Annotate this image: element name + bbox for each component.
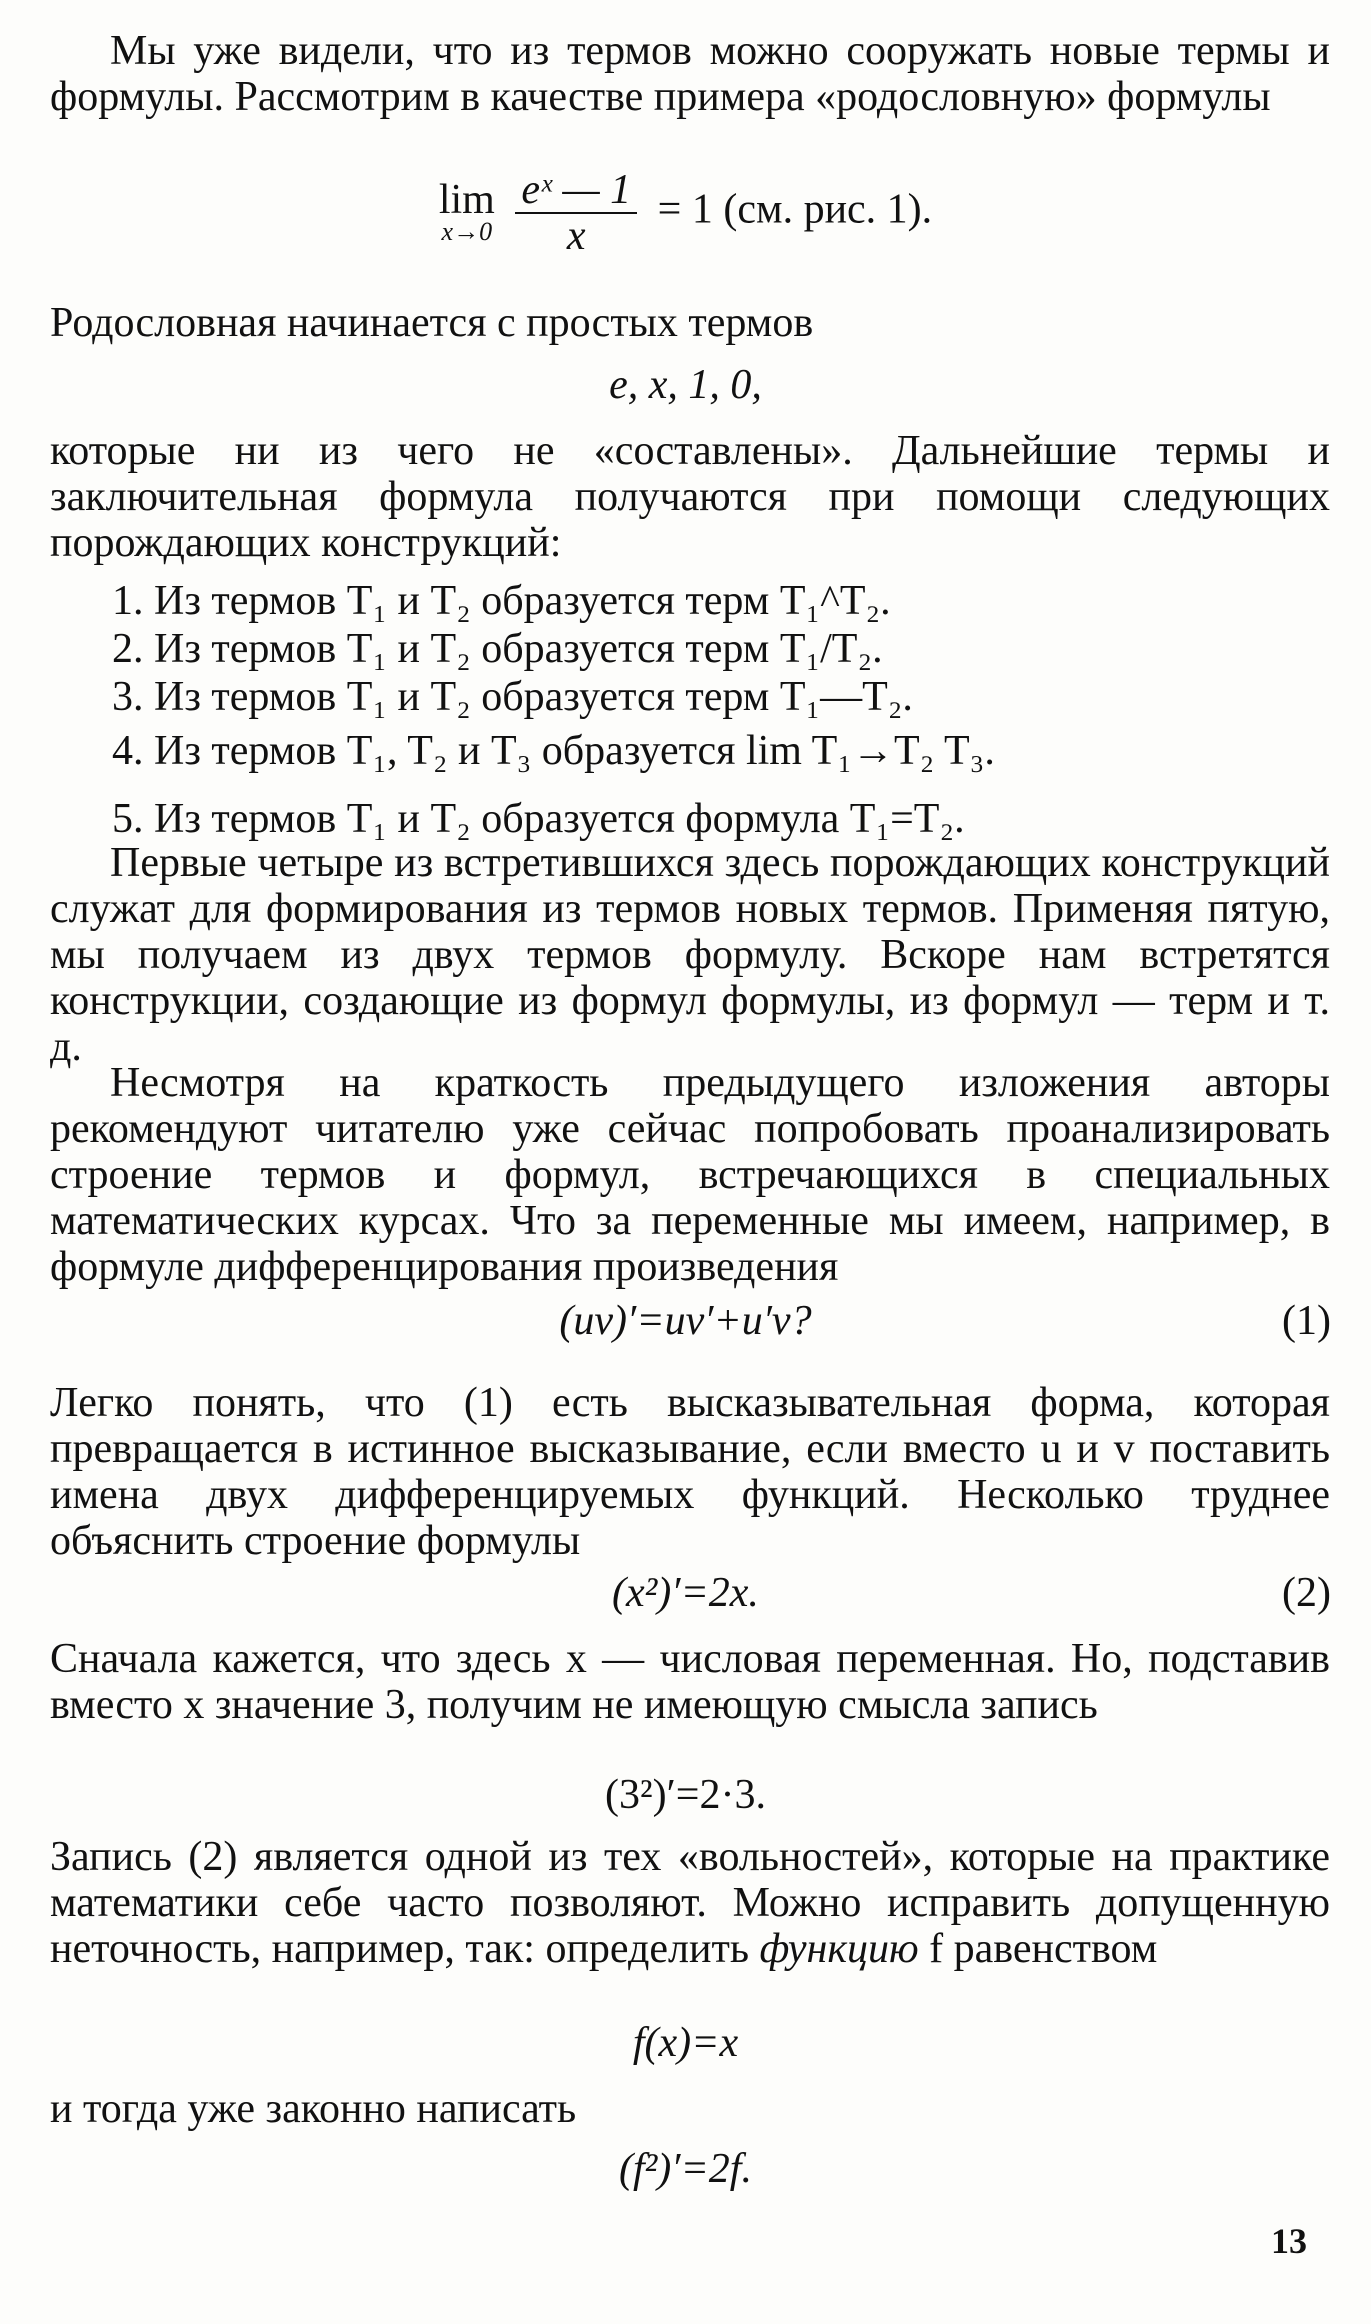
equation-2: (x²)′=2x. — [612, 1570, 759, 1616]
paragraph-genealogy: Родословная начинается с простых термов — [50, 300, 814, 346]
equation-rhs: = 1 (см. рис. 1). — [657, 186, 933, 233]
construction-item-2: 2. Из термов T₁ и T₂ образуется терм T₁/T₂. — [112, 626, 883, 672]
simple-terms: e, x, 1, 0, — [609, 362, 762, 408]
paragraph-statement-form: Легко понять, что (1) есть высказывательная форма, которая превращается в истинное высказывание, если вместо u и v поставить имена двух дифференцируемых функций. Несколько труднее объяснить строение формулы — [50, 1380, 1330, 1564]
paragraph-recommendation: Несмотря на краткость предыдущего изложения авторы рекомендуют читателю уже сейчас попробовать проанализировать строение термов и формул, встречающихся в специальных математических курсах. Что за переменные мы имеем, например, в формуле дифференцирования произведения — [50, 1060, 1330, 1290]
paragraph-liberties-text: Запись (2) является одной из тех «вольностей», которые на практике математики себе часто позволяют. Можно исправить допущенную неточность, например, так: определить — [50, 1834, 1330, 1972]
paragraph-liberties — [50, 1834, 1330, 1972]
lim-word: lim — [438, 177, 495, 223]
lim-operator — [438, 177, 495, 246]
lim-subscript: x→0 — [441, 217, 493, 246]
paragraph-first-four: Первые четыре из встретившихся здесь порождающих конструкций служат для формирования из термов новых термов. Применяя пятую, мы получаем из двух термов формулу. Вскоре нам встретятся конструкции, создающие из формул формулы, из формул — терм и т. д. — [50, 840, 1330, 1070]
equation-3: (3²)′=2·3. — [605, 1772, 766, 1818]
equation-2-number: (2) — [1282, 1570, 1331, 1616]
construction-item-5: 5. Из термов T₁ и T₂ образуется формула T₁=T₂. — [112, 796, 965, 842]
paragraph-liberties-end: f равенством — [918, 1926, 1158, 1972]
paragraph-intro: Мы уже видели, что из термов можно сооружать новые термы и формулы. Рассмотрим в качестве примера «родословную» формулы — [50, 28, 1330, 120]
paragraph-constructions: которые ни из чего не «составлены». Дальнейшие термы и заключительная формула получаются при помощи следующих порождающих конструкций: — [50, 428, 1330, 566]
page-number: 13 — [1271, 2221, 1307, 2261]
italic-word-function: функцию — [759, 1926, 919, 1972]
construction-item-4: 4. Из термов T₁, T₂ и T₃ образуется lim T₁→T₂ T₃. — [112, 728, 995, 774]
equation-1-number: (1) — [1282, 1298, 1331, 1344]
fraction-denominator: x — [566, 213, 586, 259]
equation-4: f(x)=x — [632, 2020, 739, 2066]
construction-item-3: 3. Из термов T₁ и T₂ образуется терм T₁—T₂. — [112, 674, 913, 720]
paragraph-first-seems: Сначала кажется, что здесь x — числовая переменная. Но, подставив вместо x значение 3, получим не имеющую смысла запись — [50, 1636, 1330, 1728]
equation-1: (uv)′=uv′+u′v? — [559, 1298, 812, 1344]
fraction — [515, 168, 637, 258]
equation-5: (f²)′=2f. — [619, 2146, 752, 2192]
fraction-numerator: eˣ — 1 — [515, 168, 637, 214]
construction-item-1: 1. Из термов T₁ и T₂ образуется терм T₁^T₂. — [112, 578, 891, 624]
equation-limit — [0, 168, 1371, 258]
paragraph-then: и тогда уже законно написать — [50, 2086, 577, 2132]
